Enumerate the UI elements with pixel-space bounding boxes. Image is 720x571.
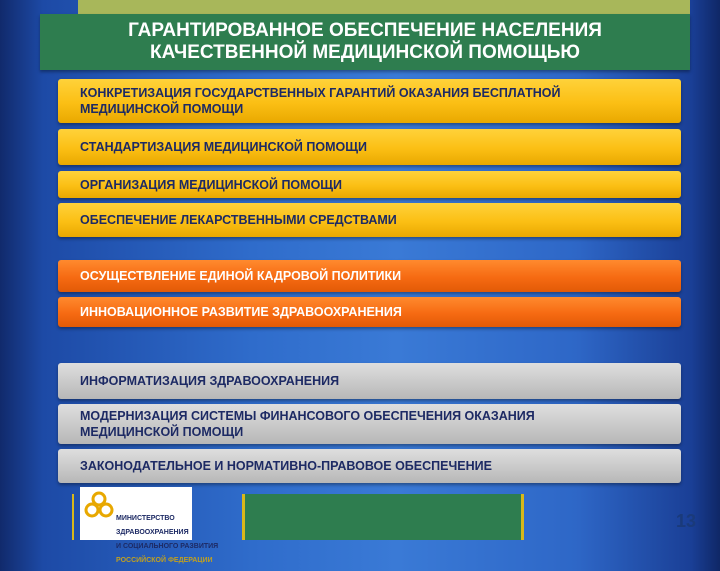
item-innovation (58, 297, 681, 327)
item-guarantees (58, 79, 681, 123)
item-financing-line-1: МОДЕРНИЗАЦИЯ СИСТЕМЫ ФИНАНСОВОГО ОБЕСПЕЧЕНИЯ ОКАЗАНИЯ (80, 409, 535, 423)
slide-title (40, 14, 690, 70)
item-informatization-label: ИНФОРМАТИЗАЦИЯ ЗДРАВООХРАНЕНИЯ (80, 374, 340, 388)
item-standardization-label: СТАНДАРТИЗАЦИЯ МЕДИЦИНСКОЙ ПОМОЩИ (80, 140, 367, 154)
ministry-emblem-icon (84, 491, 114, 521)
footer-divider (72, 494, 74, 540)
ministry-name-line-1: МИНИСТЕРСТВО (116, 515, 175, 522)
item-informatization (58, 363, 681, 399)
item-legislation (58, 449, 681, 483)
ministry-name-line-3: И СОЦИАЛЬНОГО РАЗВИТИЯ (116, 543, 219, 550)
ministry-logo (80, 487, 219, 564)
footer-green-panel (242, 494, 524, 540)
slide-title-line-2: КАЧЕСТВЕННОЙ МЕДИЦИНСКОЙ ПОМОЩЬЮ (150, 42, 580, 63)
ministry-name-line-2: ЗДРАВООХРАНЕНИЯ (116, 529, 189, 536)
item-personnel-policy-label: ОСУЩЕСТВЛЕНИЕ ЕДИНОЙ КАДРОВОЙ ПОЛИТИКИ (80, 269, 402, 283)
slide-title-line-1: ГАРАНТИРОВАННОЕ ОБЕСПЕЧЕНИЕ НАСЕЛЕНИЯ (128, 20, 602, 41)
item-guarantees-line-1: КОНКРЕТИЗАЦИЯ ГОСУДАРСТВЕННЫХ ГАРАНТИЙ ОКАЗАНИЯ БЕСПЛАТНОЙ (80, 86, 561, 100)
item-organization (58, 171, 681, 198)
page-number: 13 (676, 511, 697, 531)
item-organization-label: ОРГАНИЗАЦИЯ МЕДИЦИНСКОЙ ПОМОЩИ (80, 177, 343, 192)
item-drug-supply-label: ОБЕСПЕЧЕНИЕ ЛЕКАРСТВЕННЫМИ СРЕДСТВАМИ (80, 213, 397, 227)
item-guarantees-line-2: МЕДИЦИНСКОЙ ПОМОЩИ (80, 102, 244, 116)
item-legislation-label: ЗАКОНОДАТЕЛЬНОЕ И НОРМАТИВНО-ПРАВОВОЕ ОБЕСПЕЧЕНИЕ (80, 459, 492, 473)
item-innovation-label: ИННОВАЦИОННОЕ РАЗВИТИЕ ЗДРАВООХРАНЕНИЯ (80, 305, 402, 319)
item-standardization (58, 129, 681, 165)
ministry-name-line-4: РОССИЙСКОЙ ФЕДЕРАЦИИ (116, 557, 213, 564)
item-financing-line-2: МЕДИЦИНСКОЙ ПОМОЩИ (80, 425, 244, 439)
item-financing-modernization (58, 404, 681, 444)
item-drug-supply (58, 203, 681, 237)
item-personnel-policy (58, 260, 681, 292)
